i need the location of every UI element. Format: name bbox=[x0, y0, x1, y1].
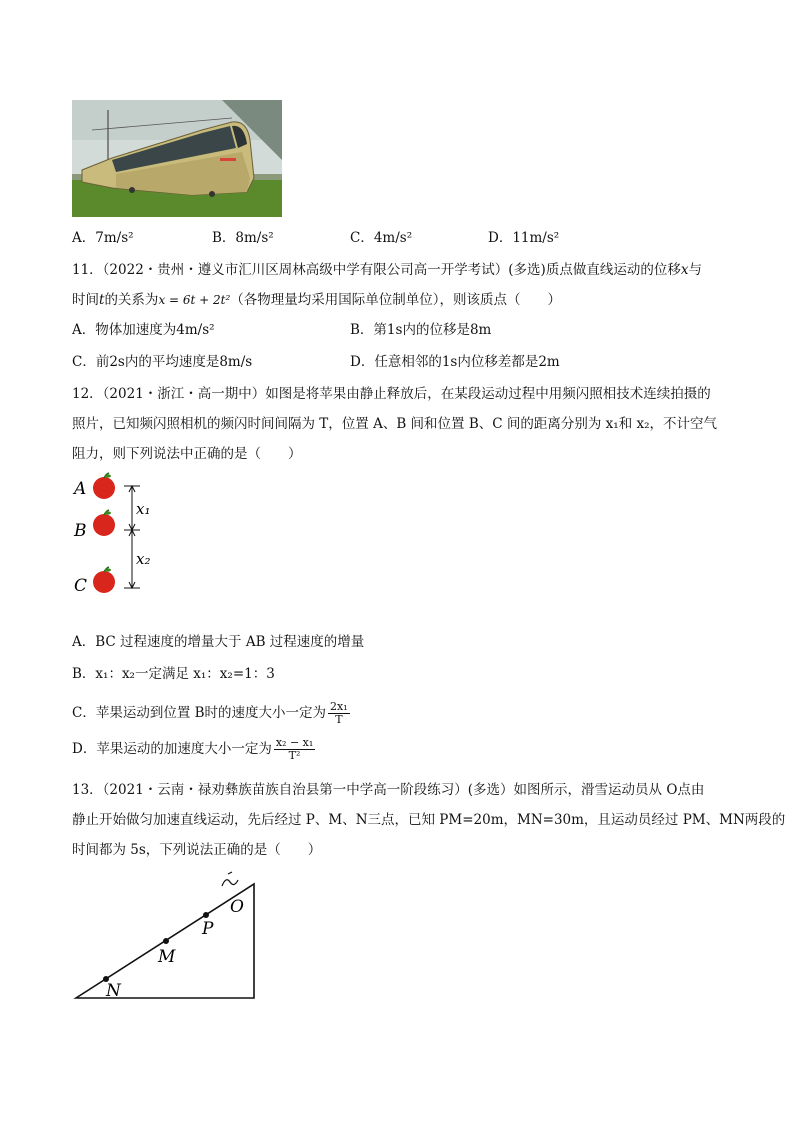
q11-var-x: x bbox=[680, 262, 689, 278]
q10-option-d: D．11m/s² bbox=[488, 230, 560, 246]
q11-stem2-mid: 的关系为 bbox=[104, 292, 159, 308]
label-x1: x₁ bbox=[136, 500, 151, 518]
q11-stem-suffix: 与 bbox=[688, 262, 702, 278]
frac-d-numerator: x₂ − x₁ bbox=[275, 736, 314, 749]
q13-stem-line2: 静止开始做匀加速直线运动，先后经过 P、M、N三点，已知 PM=20m，MN=30m，且运动员经过 PM、MN两段的 bbox=[72, 812, 786, 828]
q11-stem2-suffix: （各物理量均采用国际单位制单位），则该质点（ ） bbox=[230, 292, 562, 308]
q13-stem-line3: 时间都为 5s，下列说法正确的是（ ） bbox=[72, 842, 322, 858]
q12-option-b: B．x₁：x₂一定满足 x₁：x₂=1：3 bbox=[72, 666, 275, 682]
q11-option-c: C．前2s内的平均速度是8m/s bbox=[72, 354, 253, 370]
q10-option-a: A．7m/s² bbox=[72, 230, 134, 246]
q11-var-t: t bbox=[99, 292, 105, 308]
q11-option-b: B．第1s内的位移是8m bbox=[350, 322, 492, 338]
label-x2: x₂ bbox=[136, 550, 151, 568]
apple-b bbox=[93, 510, 115, 536]
frac-c-denominator: T bbox=[335, 713, 343, 726]
frac-c-numerator: 2x₁ bbox=[330, 700, 348, 713]
q12-option-c-fraction bbox=[328, 701, 350, 726]
q12-apple-figure bbox=[68, 470, 168, 598]
label-a: A bbox=[74, 479, 87, 499]
q12-option-c bbox=[72, 698, 350, 728]
q11-option-a: A．物体加速度为4m/s² bbox=[72, 322, 215, 338]
q13-stem-line1: 13．（2021・云南・禄劝彝族苗族自治县第一中学高一阶段练习）(多选）如图所示，滑雪运动员从 O点由 bbox=[72, 782, 705, 798]
q12-option-d-text: D．苹果运动的加速度大小一定为 bbox=[72, 741, 272, 757]
point-p bbox=[203, 912, 209, 918]
label-m: M bbox=[158, 947, 176, 967]
label-o: O bbox=[230, 897, 244, 917]
label-p: P bbox=[202, 919, 214, 939]
q11-formula: x = 6t + 2t² bbox=[158, 293, 231, 307]
tram-photo bbox=[72, 100, 282, 217]
apple-a bbox=[93, 473, 115, 499]
frac-d-denominator: T² bbox=[288, 749, 301, 762]
q10-option-b: B．8m/s² bbox=[212, 230, 274, 246]
q11-stem-prefix: 11．（2022・贵州・遵义市汇川区周林高级中学有限公司高一开学考试）(多选)质点做直线运动的位移 bbox=[72, 262, 681, 278]
label-n: N bbox=[106, 981, 121, 1001]
q12-option-d bbox=[72, 734, 315, 764]
q12-stem-line2: 照片，已知频闪照相机的频闪时间间隔为 T，位置 A、B 间和位置 B、C 间的距离分别为 x₁和 x₂，不计空气 bbox=[72, 416, 718, 432]
q13-slope-figure bbox=[70, 868, 270, 1002]
q11-stem-line2 bbox=[72, 290, 561, 310]
q11-stem2-prefix: 时间 bbox=[72, 292, 99, 308]
apple-c bbox=[93, 567, 115, 593]
q12-option-d-fraction bbox=[274, 737, 315, 762]
label-b: B bbox=[74, 521, 87, 541]
q10-option-c: C．4m/s² bbox=[350, 230, 413, 246]
q12-stem-line3: 阻力，则下列说法中正确的是（ ） bbox=[72, 446, 302, 462]
q11-option-d: D．任意相邻的1s内位移差都是2m bbox=[350, 354, 560, 370]
point-m bbox=[163, 938, 169, 944]
label-c: C bbox=[74, 576, 88, 596]
q12-option-a: A．BC 过程速度的增量大于 AB 过程速度的增量 bbox=[72, 634, 365, 650]
q11-stem-line1 bbox=[72, 260, 702, 280]
q12-option-c-text: C．苹果运动到位置 B时的速度大小一定为 bbox=[72, 705, 327, 721]
q12-stem-line1: 12．（2021・浙江・高一期中）如图是将苹果由静止释放后，在某段运动过程中用频闪照相技术连续拍摄的 bbox=[72, 386, 711, 402]
